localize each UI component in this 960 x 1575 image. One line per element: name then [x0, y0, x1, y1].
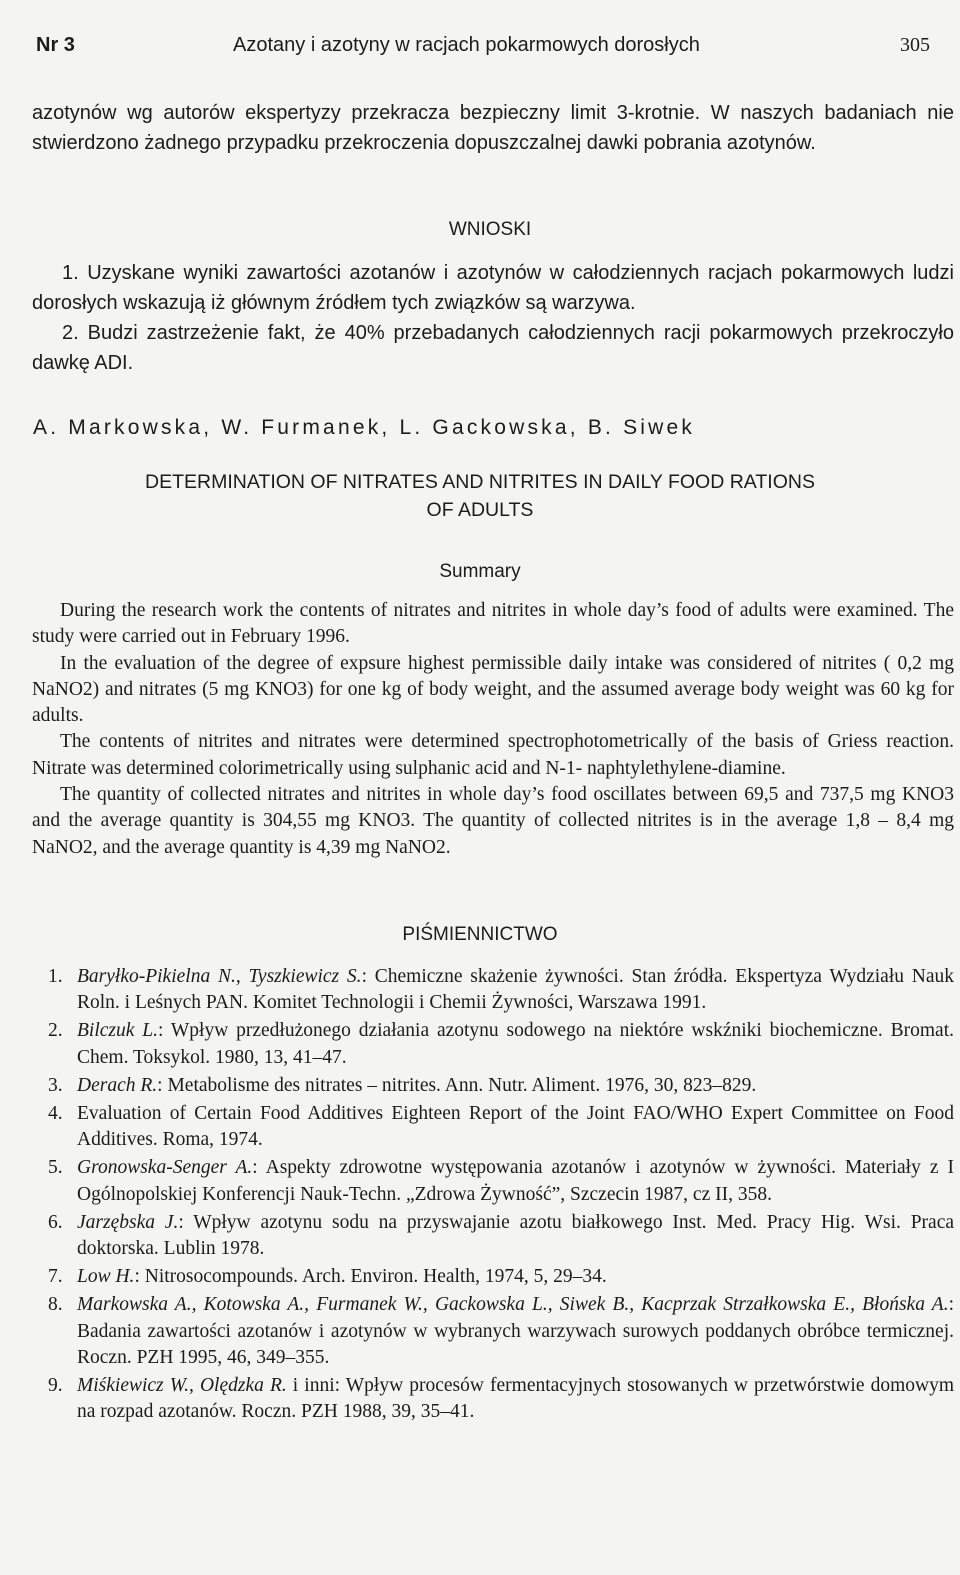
reference-authors: Miśkiewicz W., Olędzka R.	[77, 1375, 287, 1397]
reference-text: : Chemiczne skażenie żywności. Stan źródła. Ekspertyza Wydziału Nauk Roln. i Leśnych PAN. Komitet Technologii i Chemii Żywności, Warszawa 1991.	[77, 966, 955, 1014]
reference-authors: Baryłko-Pikielna N., Tyszkiewicz S.	[77, 966, 362, 987]
reference-text: : Nitrosocompounds. Arch. Environ. Health, 1974, 5, 29–34.	[134, 1266, 607, 1288]
reference-number: 7.	[48, 1266, 63, 1288]
reference-number: 9.	[48, 1375, 63, 1397]
summary-heading: Summary	[439, 561, 521, 582]
conclusions-heading: WNIOSKI	[448, 219, 532, 240]
reference-text: : Wpływ azotynu sodu na przyswajanie azotu białkowego Inst. Med. Pracy Hig. Wsi. Praca doktorska. Lublin 1978.	[77, 1211, 955, 1260]
intro-paragraph: azotynów wg autorów ekspertyzy przekracza bezpieczny limit 3-krotnie. W naszych badaniach nie stwierdzono żadnego przypadku przekroczenia dopuszczalnej dawki pobrania azotynów.	[32, 102, 954, 154]
reference-item	[48, 1101, 954, 1153]
references-list	[48, 964, 954, 1427]
reference-authors: Low H.	[77, 1266, 135, 1288]
reference-authors: Gronowska-Senger A.	[77, 1157, 253, 1179]
reference-number: 5.	[48, 1157, 63, 1179]
english-title-line: OF ADULTS	[426, 499, 534, 521]
reference-text: i inni: Wpływ procesów fermentacyjnych stosowanych w przetwórstwie domowym na rozpad azotanów. Roczn. PZH 1988, 39, 35–41.	[77, 1375, 954, 1423]
reference-text: Evaluation of Certain Food Additives Eighteen Report of the Joint FAO/WHO Expert Committee on Food Additives. Roma, 1974.	[77, 1103, 954, 1151]
summary-paragraph: The quantity of collected nitrates and nitrites in whole day’s food oscillates between 69,5 and 737,5 mg KNO3 and the average quantity is 304,55 mg KNO3. The quantity of collected nitrites is in the average 1,8 – 8,4 mg NaNO2, and the average quantity is 4,39 mg NaNO2.	[32, 784, 954, 858]
running-title: Azotany i azotyny w racjach pokarmowych dorosłych	[233, 34, 700, 56]
reference-authors: Derach R.	[77, 1074, 158, 1096]
reference-item	[48, 1073, 954, 1099]
reference-number: 4.	[48, 1103, 63, 1125]
page-number: 305	[900, 34, 930, 56]
reference-authors: Markowska A., Kotowska A., Furmanek W., Gackowska L., Siwek B., Kacprzak Strzałkowska E., Błońska A.	[77, 1294, 949, 1316]
reference-item	[48, 1155, 954, 1207]
reference-item	[48, 1373, 954, 1425]
authors-line: A. Markowska, W. Furmanek, L. Gackowska, B. Siwek	[33, 416, 696, 439]
english-title	[0, 468, 960, 524]
journal-issue-number: Nr 3	[36, 34, 75, 56]
reference-item	[48, 1292, 954, 1371]
references-heading: PIŚMIENNICTWO	[402, 924, 558, 945]
reference-authors: Jarzębska J.	[77, 1211, 179, 1233]
summary-paragraph: In the evaluation of the degree of expsure highest permissible daily intake was considered of nitrites ( 0,2 mg NaNO2) and nitrates (5 mg KNO3) for one kg of body weight, and the assumed average body weight was 60 kg for adults.	[32, 652, 954, 727]
summary-paragraph: The contents of nitrites and nitrates were determined spectrophotometrically of the basis of Griess reaction. Nitrate was determined colorimetrically using sulphanic acid and N-1- naphtylethylene-diamine.	[32, 731, 954, 779]
english-title-line: DETERMINATION OF NITRATES AND NITRITES IN DAILY FOOD RATIONS	[145, 471, 815, 493]
reference-number: 2.	[48, 1020, 63, 1042]
reference-number: 8.	[48, 1294, 63, 1316]
reference-item	[48, 964, 954, 1016]
reference-text: : Aspekty zdrowotne występowania azotanów i azotynów w żywności. Materiały z I Ogólnopolskiej Konferencji Nauk-Techn. „Zdrowa Żywność”, Szczecin 1987, cz II, 358.	[77, 1157, 954, 1205]
conclusion-item: 2. Budzi zastrzeżenie fakt, że 40% przebadanych całodziennych racji pokarmowych przekroczyło dawkę ADI.	[32, 322, 954, 374]
reference-item	[48, 1264, 954, 1290]
reference-item	[48, 1018, 954, 1070]
reference-number: 6.	[48, 1211, 63, 1233]
reference-number: 1.	[48, 966, 63, 987]
reference-text: : Badania zawartości azotanów i azotynów w wybranych warzywach surowych poddanych obróbce termicznej. Roczn. PZH 1995, 46, 349–355.	[77, 1294, 954, 1368]
reference-text: : Wpływ przedłużonego działania azotynu sodowego na niektóre wskźniki biochemiczne. Bromat. Chem. Toksykol. 1980, 13, 41–47.	[77, 1020, 955, 1068]
reference-text: : Metabolisme des nitrates – nitrites. Ann. Nutr. Aliment. 1976, 30, 823–829.	[157, 1074, 757, 1096]
reference-number: 3.	[48, 1074, 63, 1096]
summary-body	[32, 598, 954, 861]
conclusion-item: 1. Uzyskane wyniki zawartości azotanów i azotynów w całodziennych racjach pokarmowych ludzi dorosłych wskazują iż głównym źródłem tych związków są warzywa.	[32, 262, 954, 314]
reference-authors: Bilczuk L.	[77, 1020, 158, 1042]
conclusions-list	[32, 258, 954, 378]
reference-item	[48, 1210, 954, 1262]
summary-paragraph: During the research work the contents of nitrates and nitrites in whole day’s food of adults were examined. The study were carried out in February 1996.	[32, 600, 954, 648]
